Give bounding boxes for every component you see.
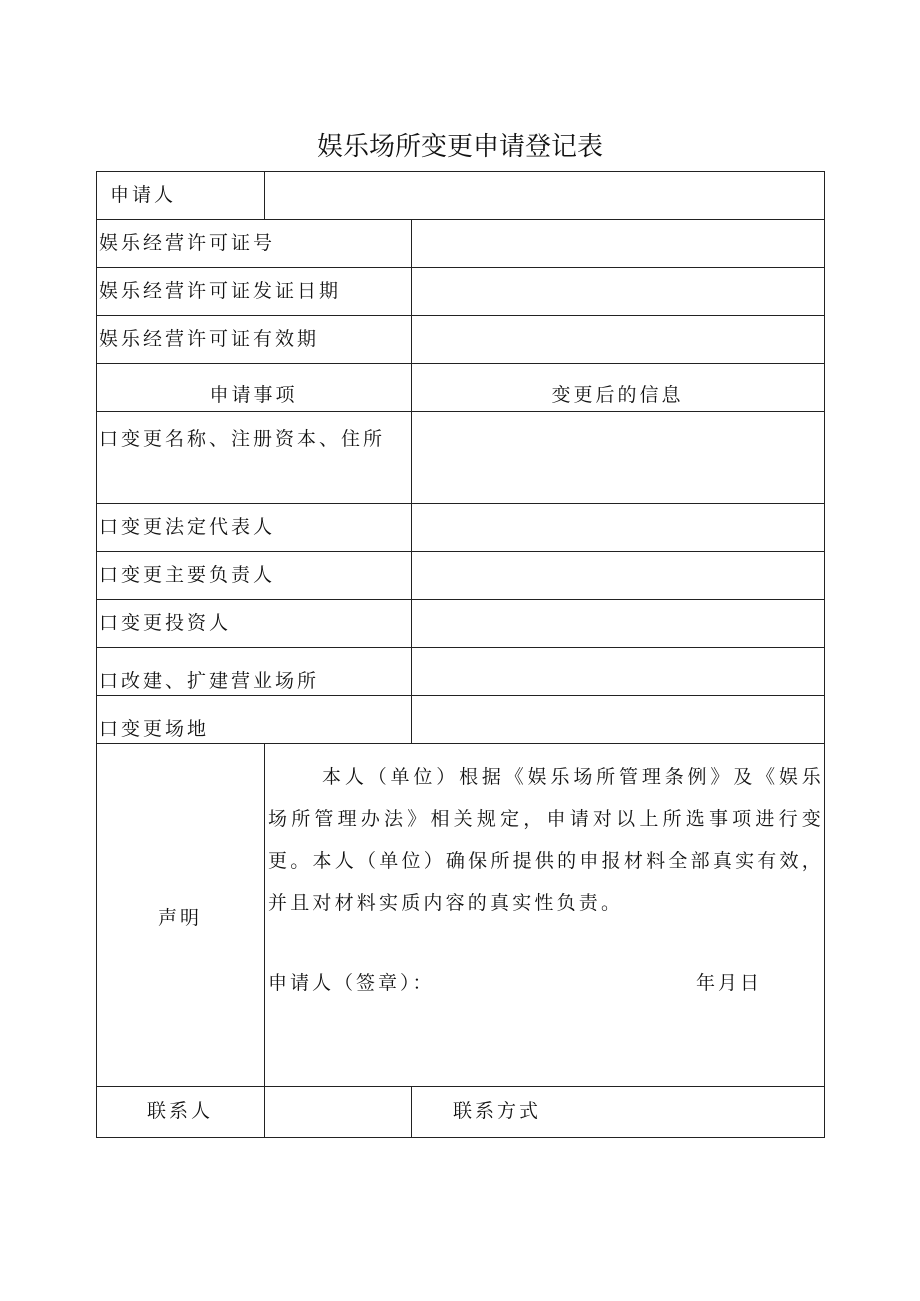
applicant-value-cell[interactable] [265,172,824,219]
item-change-legal-representative-value[interactable] [412,504,824,551]
item-change-name-capital-address[interactable]: 口变更名称、注册资本、住所 [99,428,386,450]
item-change-investor-value[interactable] [412,600,824,647]
item-renovate-expand-premises-value[interactable] [412,648,824,695]
info-after-change-header: 变更后的信息 [551,384,684,406]
license-issue-date-value-cell[interactable] [412,268,824,315]
license-validity-label: 娱乐经营许可证有效期 [99,328,320,350]
item-header: 申请事项 [209,384,298,406]
item-change-venue-value[interactable] [412,696,824,743]
item-change-main-responsible-person[interactable]: 口变更主要负责人 [99,564,276,586]
declaration-label: 声明 [157,907,202,929]
license-issue-date-label: 娱乐经营许可证发证日期 [99,280,342,302]
applicant-label: 申请人 [110,184,177,206]
date-label: 年月日 [696,972,763,994]
contact-person-value-cell[interactable] [265,1087,411,1137]
signature-label: 申请人（签章）： [268,972,435,994]
license-number-value-cell[interactable] [412,220,824,267]
contact-person-label: 联系人 [146,1100,213,1122]
license-number-label: 娱乐经营许可证号 [99,232,276,254]
form-title: 娱乐场所变更申请登记表 [316,132,603,162]
declaration-text: 本人（单位）根据《娱乐场所管理条例》及《娱乐场所管理办法》相关规定，申请对以上所选事项进行变更。本人（单位）确保所提供的申报材料全部真实有效，并且对材料实质内容的真实性负责。 [268,766,824,914]
license-validity-value-cell[interactable] [412,316,824,363]
item-renovate-expand-premises[interactable]: 口改建、扩建营业场所 [99,670,320,692]
item-change-venue[interactable]: 口变更场地 [99,718,210,740]
contact-method-label: 联系方式 [453,1100,542,1122]
item-change-name-capital-address-value[interactable] [412,412,824,503]
item-change-investor[interactable]: 口变更投资人 [99,612,232,634]
item-change-legal-representative[interactable]: 口变更法定代表人 [99,516,276,538]
item-change-main-responsible-person-value[interactable] [412,552,824,599]
